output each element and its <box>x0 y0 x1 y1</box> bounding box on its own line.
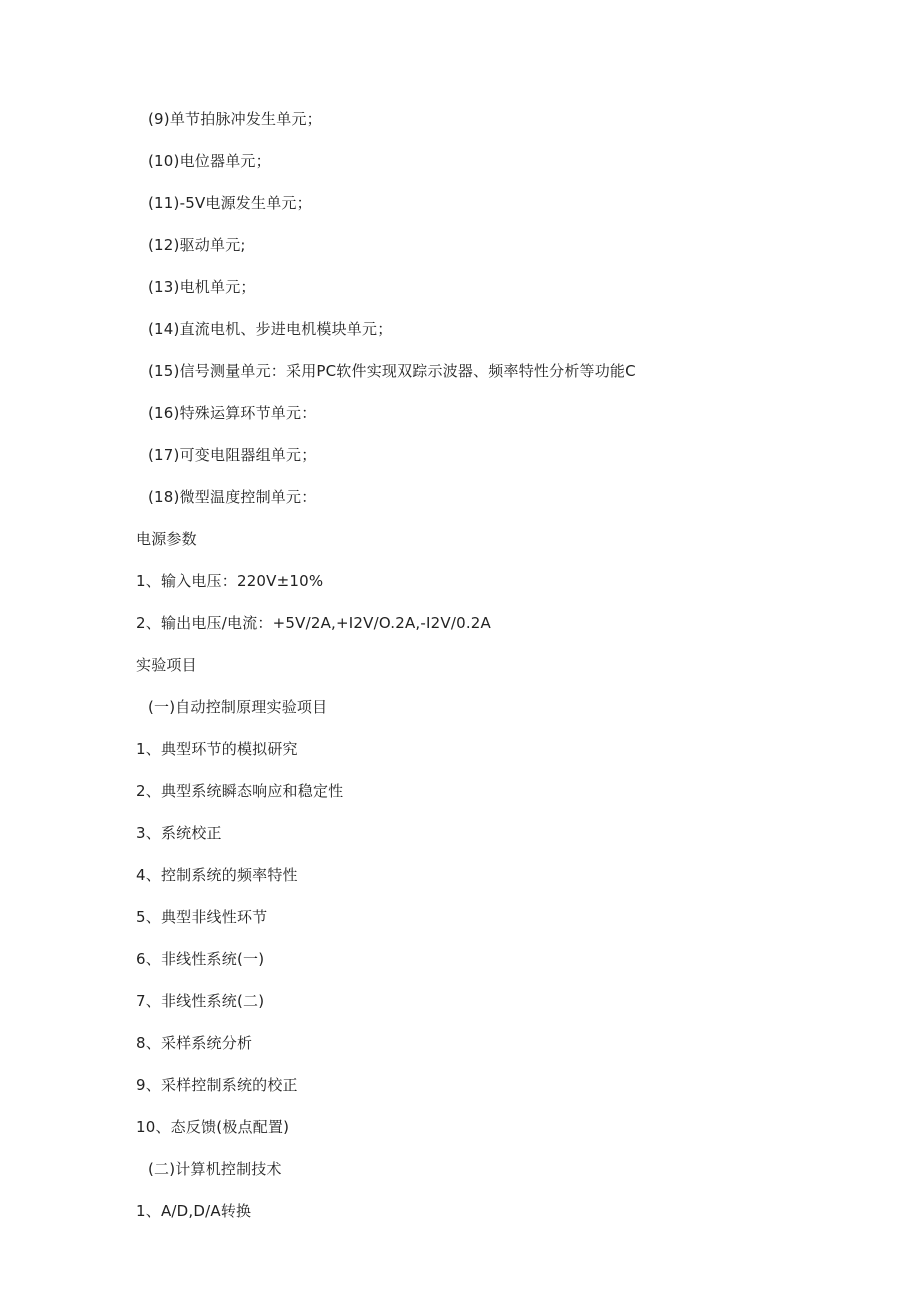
unit-item-16: (16)特殊运算环节单元： <box>148 404 317 422</box>
unit-item-9: (9)单节拍脉冲发生单元； <box>148 110 322 128</box>
unit-item-14: (14)直流电机、步进电机模块单元； <box>148 320 393 338</box>
section1-item: 7、非线性系统(二) <box>136 992 265 1010</box>
section1-title: (一)自动控制原理实验项目 <box>148 698 328 716</box>
section2-title: (二)计算机控制技术 <box>148 1160 282 1178</box>
unit-item-12: (12)驱动单元; <box>148 236 246 254</box>
power-input-voltage: 1、输入电压：220V±10% <box>136 572 324 590</box>
section1-item: 6、非线性系统(一) <box>136 950 265 968</box>
unit-item-11: (11)-5V电源发生单元； <box>148 194 312 212</box>
unit-item-17: (17)可变电阻器组单元； <box>148 446 317 464</box>
section1-item: 8、采样系统分析 <box>136 1034 253 1052</box>
section2-item: 1、A/D,D/A转换 <box>136 1202 252 1220</box>
unit-item-10: (10)电位器单元； <box>148 152 271 170</box>
unit-item-13: (13)电机单元； <box>148 278 256 296</box>
section1-item: 3、系统校正 <box>136 824 222 842</box>
unit-item-15: (15)信号测量单元：采用PC软件实现双踪示波器、频率特性分析等功能C <box>148 362 636 380</box>
power-heading: 电源参数 <box>136 530 197 548</box>
experiments-heading: 实验项目 <box>136 656 197 674</box>
section1-item: 10、态反馈(极点配置) <box>136 1118 290 1136</box>
section1-item: 1、典型环节的模拟研究 <box>136 740 298 758</box>
section1-item: 9、采样控制系统的校正 <box>136 1076 298 1094</box>
section1-item: 2、典型系统瞬态响应和稳定性 <box>136 782 344 800</box>
unit-item-18: (18)微型温度控制单元： <box>148 488 317 506</box>
section1-item: 4、控制系统的频率特性 <box>136 866 298 884</box>
power-output-voltage: 2、输出电压/电流：+5V/2A,+I2V/O.2A,-I2V/0.2A <box>136 614 491 632</box>
section1-item: 5、典型非线性环节 <box>136 908 268 926</box>
